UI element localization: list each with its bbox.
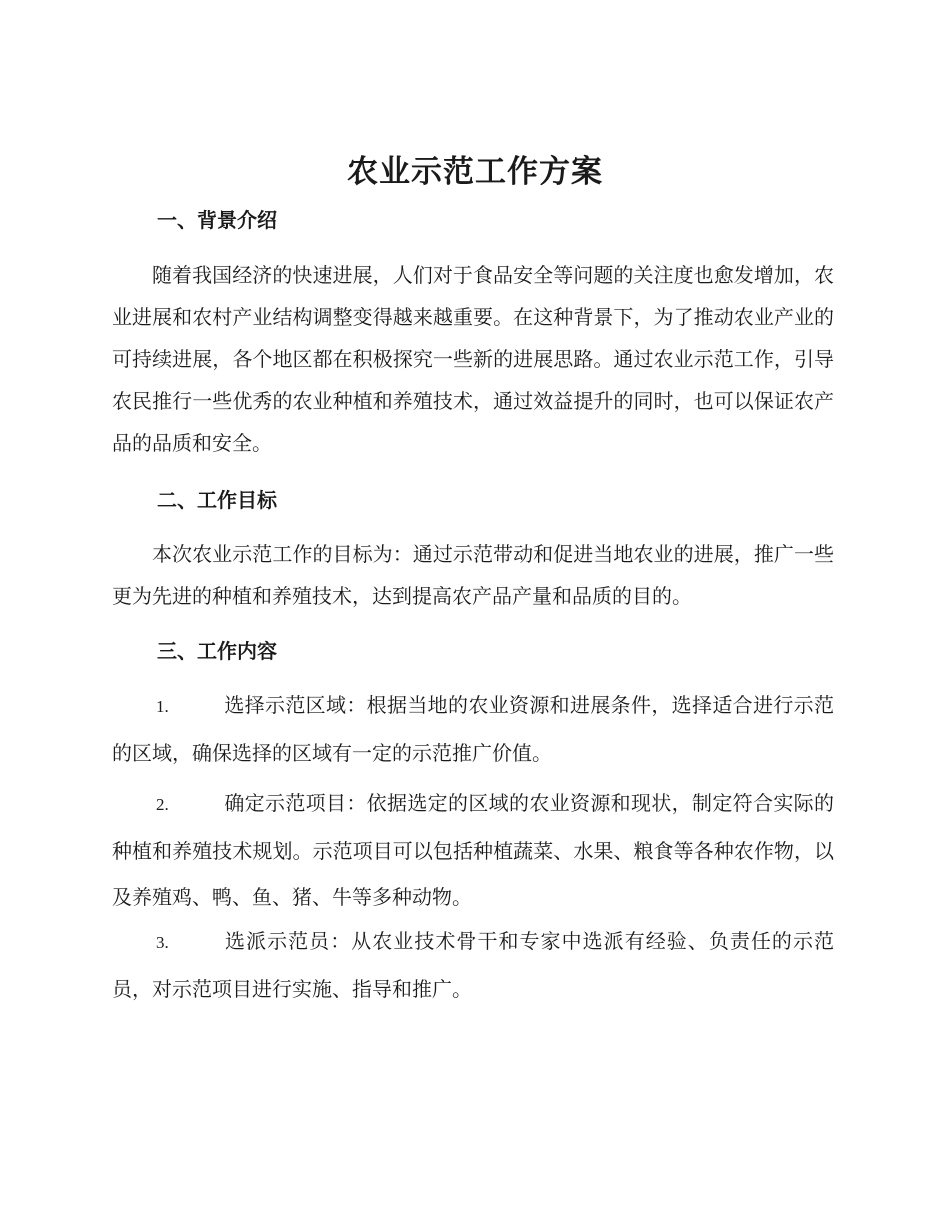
list-item (112, 780, 834, 920)
list-item-text: 确定示范项目：依据选定的区域的农业资源和现状，制定符合实际的种植和养殖技术规划。示范项目可以包括种植蔬菜、水果、粮食等各种农作物，以及养殖鸡、鸭、鱼、猪、牛等多种动物。 (112, 791, 834, 909)
list-item (112, 682, 834, 776)
section-paragraph-goals: 本次农业示范工作的目标为：通过示范带动和促进当地农业的进展，推广一些更为先进的种植和养殖技术，达到提高农产品产量和品质的目的。 (112, 542, 834, 608)
section-heading-goals: 二、工作目标 (157, 488, 277, 512)
document-title: 农业示范工作方案 (347, 154, 603, 190)
list-item-text: 选择示范区域：根据当地的农业资源和进展条件，选择适合进行示范的区域，确保选择的区域有一定的示范推广价值。 (112, 693, 834, 765)
list-item-number: 2. (156, 795, 169, 814)
list-item-text: 选派示范员：从农业技术骨干和专家中选派有经验、负责任的示范员，对示范项目进行实施、指导和推广。 (112, 929, 834, 1001)
section-paragraph-background: 随着我国经济的快速进展，人们对于食品安全等问题的关注度也愈发增加，农业进展和农村产业结构调整变得越来越重要。在这种背景下，为了推动农业产业的可持续进展，各个地区都在积极探究一些新的进展思路。通过农业示范工作，引导农民推行一些优秀的农业种植和养殖技术，通过效益提升的同时，也可以保证农产品的品质和安全。 (112, 263, 834, 455)
section-heading-background: 一、背景介绍 (157, 208, 277, 232)
list-item-number: 1. (156, 697, 169, 716)
list-item-number: 3. (156, 933, 169, 952)
section-heading-content: 三、工作内容 (157, 639, 277, 663)
list-item (112, 918, 834, 1012)
